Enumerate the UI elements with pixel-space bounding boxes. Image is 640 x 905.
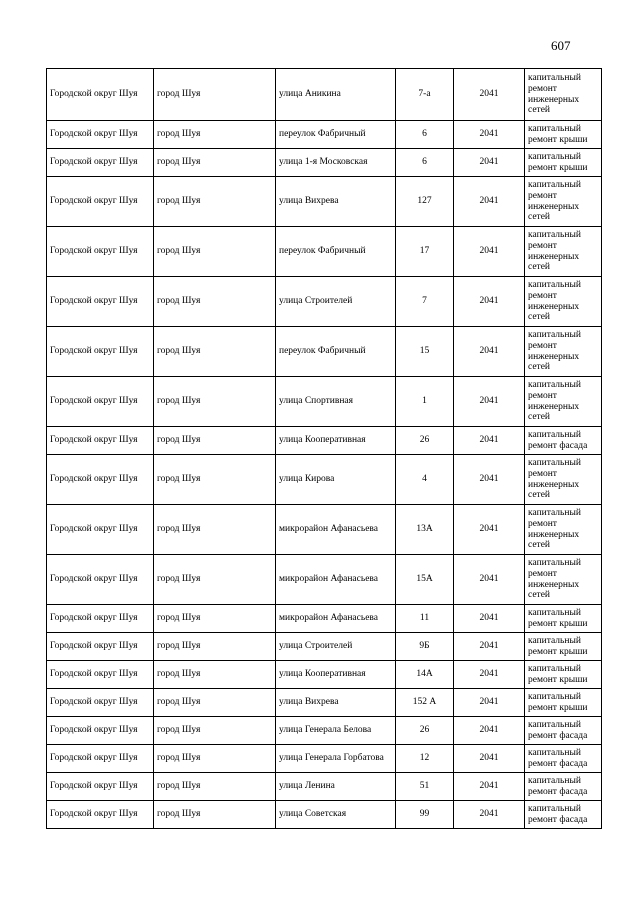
city-cell: город Шуя	[154, 773, 276, 801]
house-number-cell: 7-а	[396, 69, 454, 121]
year-cell: 2041	[454, 717, 525, 745]
work-type-cell: капитальный ремонт инженерных сетей	[525, 227, 602, 277]
municipality-cell: Городской округ Шуя	[47, 801, 154, 829]
table-row	[47, 427, 602, 455]
street-cell: улица Генерала Белова	[276, 717, 396, 745]
work-type-cell: капитальный ремонт фасада	[525, 717, 602, 745]
work-type-cell: капитальный ремонт фасада	[525, 745, 602, 773]
street-cell: улица Кооперативная	[276, 661, 396, 689]
work-type-cell: капитальный ремонт фасада	[525, 773, 602, 801]
street-cell: микрорайон Афанасьева	[276, 555, 396, 605]
city-cell: город Шуя	[154, 505, 276, 555]
work-type-cell: капитальный ремонт фасада	[525, 801, 602, 829]
work-type-cell: капитальный ремонт крыши	[525, 121, 602, 149]
year-cell: 2041	[454, 633, 525, 661]
municipality-cell: Городской округ Шуя	[47, 377, 154, 427]
year-cell: 2041	[454, 801, 525, 829]
city-cell: город Шуя	[154, 377, 276, 427]
year-cell: 2041	[454, 227, 525, 277]
municipality-cell: Городской округ Шуя	[47, 555, 154, 605]
municipality-cell: Городской округ Шуя	[47, 227, 154, 277]
work-type-cell: капитальный ремонт крыши	[525, 661, 602, 689]
city-cell: город Шуя	[154, 177, 276, 227]
work-type-cell: капитальный ремонт инженерных сетей	[525, 177, 602, 227]
city-cell: город Шуя	[154, 555, 276, 605]
city-cell: город Шуя	[154, 605, 276, 633]
municipality-cell: Городской округ Шуя	[47, 773, 154, 801]
table-row	[47, 605, 602, 633]
street-cell: переулок Фабричный	[276, 327, 396, 377]
street-cell: улица Строителей	[276, 277, 396, 327]
house-number-cell: 4	[396, 455, 454, 505]
city-cell: город Шуя	[154, 689, 276, 717]
city-cell: город Шуя	[154, 661, 276, 689]
table-row	[47, 69, 602, 121]
municipality-cell: Городской округ Шуя	[47, 505, 154, 555]
municipality-cell: Городской округ Шуя	[47, 277, 154, 327]
table-row	[47, 505, 602, 555]
table-row	[47, 177, 602, 227]
house-number-cell: 13А	[396, 505, 454, 555]
house-number-cell: 152 А	[396, 689, 454, 717]
table-row	[47, 455, 602, 505]
street-cell: улица 1-я Московская	[276, 149, 396, 177]
year-cell: 2041	[454, 455, 525, 505]
house-number-cell: 11	[396, 605, 454, 633]
street-cell: улица Аникина	[276, 69, 396, 121]
year-cell: 2041	[454, 555, 525, 605]
registry-table-body	[47, 69, 602, 829]
table-row	[47, 277, 602, 327]
city-cell: город Шуя	[154, 633, 276, 661]
city-cell: город Шуя	[154, 801, 276, 829]
city-cell: город Шуя	[154, 227, 276, 277]
table-row	[47, 149, 602, 177]
street-cell: улица Вихрева	[276, 689, 396, 717]
house-number-cell: 1	[396, 377, 454, 427]
municipality-cell: Городской округ Шуя	[47, 661, 154, 689]
street-cell: улица Советская	[276, 801, 396, 829]
municipality-cell: Городской округ Шуя	[47, 149, 154, 177]
municipality-cell: Городской округ Шуя	[47, 633, 154, 661]
city-cell: город Шуя	[154, 745, 276, 773]
work-type-cell: капитальный ремонт инженерных сетей	[525, 277, 602, 327]
street-cell: улица Ленина	[276, 773, 396, 801]
work-type-cell: капитальный ремонт инженерных сетей	[525, 505, 602, 555]
year-cell: 2041	[454, 689, 525, 717]
municipality-cell: Городской округ Шуя	[47, 69, 154, 121]
work-type-cell: капитальный ремонт фасада	[525, 427, 602, 455]
page-number: 607	[551, 38, 571, 53]
year-cell: 2041	[454, 661, 525, 689]
city-cell: город Шуя	[154, 455, 276, 505]
table-row	[47, 801, 602, 829]
year-cell: 2041	[454, 605, 525, 633]
year-cell: 2041	[454, 149, 525, 177]
city-cell: город Шуя	[154, 717, 276, 745]
street-cell: улица Кооперативная	[276, 427, 396, 455]
registry-table	[46, 68, 602, 829]
street-cell: переулок Фабричный	[276, 121, 396, 149]
house-number-cell: 127	[396, 177, 454, 227]
city-cell: город Шуя	[154, 277, 276, 327]
city-cell: город Шуя	[154, 69, 276, 121]
year-cell: 2041	[454, 427, 525, 455]
city-cell: город Шуя	[154, 149, 276, 177]
house-number-cell: 26	[396, 427, 454, 455]
table-row	[47, 327, 602, 377]
work-type-cell: капитальный ремонт инженерных сетей	[525, 555, 602, 605]
year-cell: 2041	[454, 327, 525, 377]
municipality-cell: Городской округ Шуя	[47, 689, 154, 717]
house-number-cell: 7	[396, 277, 454, 327]
street-cell: улица Кирова	[276, 455, 396, 505]
work-type-cell: капитальный ремонт крыши	[525, 633, 602, 661]
municipality-cell: Городской округ Шуя	[47, 427, 154, 455]
year-cell: 2041	[454, 277, 525, 327]
work-type-cell: капитальный ремонт крыши	[525, 149, 602, 177]
table-row	[47, 661, 602, 689]
house-number-cell: 14А	[396, 661, 454, 689]
house-number-cell: 26	[396, 717, 454, 745]
table-row	[47, 377, 602, 427]
table-row	[47, 121, 602, 149]
year-cell: 2041	[454, 377, 525, 427]
work-type-cell: капитальный ремонт инженерных сетей	[525, 327, 602, 377]
house-number-cell: 9Б	[396, 633, 454, 661]
work-type-cell: капитальный ремонт инженерных сетей	[525, 455, 602, 505]
year-cell: 2041	[454, 745, 525, 773]
municipality-cell: Городской округ Шуя	[47, 745, 154, 773]
house-number-cell: 12	[396, 745, 454, 773]
table-row	[47, 717, 602, 745]
table-row	[47, 689, 602, 717]
house-number-cell: 51	[396, 773, 454, 801]
table-row	[47, 633, 602, 661]
house-number-cell: 15	[396, 327, 454, 377]
house-number-cell: 17	[396, 227, 454, 277]
municipality-cell: Городской округ Шуя	[47, 327, 154, 377]
house-number-cell: 99	[396, 801, 454, 829]
table-row	[47, 773, 602, 801]
city-cell: город Шуя	[154, 427, 276, 455]
street-cell: микрорайон Афанасьева	[276, 605, 396, 633]
municipality-cell: Городской округ Шуя	[47, 455, 154, 505]
municipality-cell: Городской округ Шуя	[47, 605, 154, 633]
street-cell: улица Вихрева	[276, 177, 396, 227]
year-cell: 2041	[454, 177, 525, 227]
work-type-cell: капитальный ремонт крыши	[525, 689, 602, 717]
street-cell: микрорайон Афанасьева	[276, 505, 396, 555]
street-cell: улица Генерала Горбатова	[276, 745, 396, 773]
street-cell: улица Строителей	[276, 633, 396, 661]
house-number-cell: 15А	[396, 555, 454, 605]
table-row	[47, 555, 602, 605]
year-cell: 2041	[454, 69, 525, 121]
city-cell: город Шуя	[154, 121, 276, 149]
work-type-cell: капитальный ремонт инженерных сетей	[525, 69, 602, 121]
municipality-cell: Городской округ Шуя	[47, 717, 154, 745]
year-cell: 2041	[454, 773, 525, 801]
street-cell: улица Спортивная	[276, 377, 396, 427]
street-cell: переулок Фабричный	[276, 227, 396, 277]
year-cell: 2041	[454, 505, 525, 555]
house-number-cell: 6	[396, 121, 454, 149]
municipality-cell: Городской округ Шуя	[47, 121, 154, 149]
year-cell: 2041	[454, 121, 525, 149]
table-row	[47, 227, 602, 277]
house-number-cell: 6	[396, 149, 454, 177]
table-row	[47, 745, 602, 773]
city-cell: город Шуя	[154, 327, 276, 377]
municipality-cell: Городской округ Шуя	[47, 177, 154, 227]
work-type-cell: капитальный ремонт крыши	[525, 605, 602, 633]
work-type-cell: капитальный ремонт инженерных сетей	[525, 377, 602, 427]
